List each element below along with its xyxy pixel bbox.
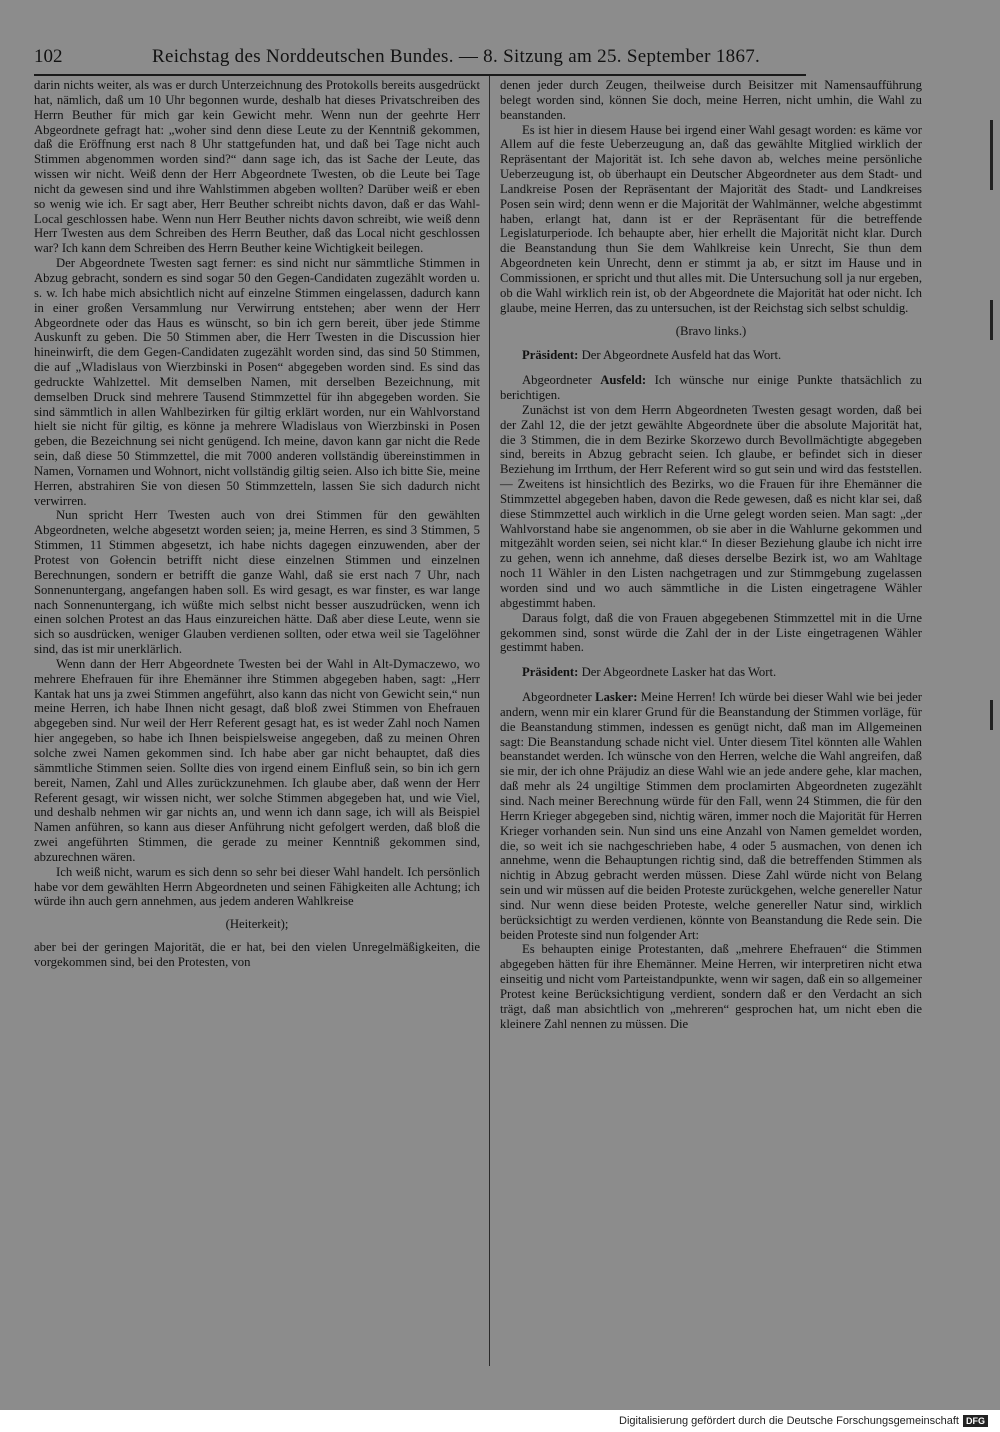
speaker-turn — [500, 665, 922, 680]
paragraph: Daraus folgt, daß die von Frauen abgegebenen Stimmzettel mit in die Urne gekommen sind, sonst würde die Zahl der in der Liste eingetragenen Wähler gestimmt haben. — [500, 610, 922, 655]
paragraph: Der Abgeordnete Twesten sagt ferner: es sind nicht nur sämmtliche Stimmen in Abzug gebracht, sondern es sind sogar 50 den Gegen-Candidaten zugezählt worden u. s. w. Ich habe mich absichtlich nicht auf einzelne Stimmen eingelassen, dadurch kann in einer großen Versammlung nur Verwirrung entstehen; aber wenn der Herr Abgeordnete oder das Haus es wünscht, so bin ich gern bereit, über jede Stimme Auskunft zu geben. Die 50 Stimmen aber, die Herr Twesten in die Discussion hier hineinwirft, die dem Gegen-Candidaten zugezählt worden sind, das sind 50 Stimmen, die auf „Wladislaus von Wierzbinski in Posen“ abgegeben worden sind. Es sind das gedruckte Wahlzettel. Mit demselben Namen, mit derselben Bezeichnung, mit demselben Druck sind mehrere Tausend Stimmzettel für ihn abgegeben worden. Sie sind sämmtlich in allen Wahlbezirken für giltig erklärt worden, nur ein Wahlvorstand hielt sie nicht für giltig, es könne ja mehrere Wladislaus von Wierzbinski in Posen geben, die Bezeichnung sei nicht genügend. Ich meine, davon kann gar nicht die Rede sein, daß diese 50 Stimmzettel, die mit 7000 anderen vollständig übereinstimmen in Namen, Vornamen und Wohnort, nicht vollständig giltig seien. Also ich bitte Sie, meine Herren, abstrahiren Sie von diesen 50 Stimmzetteln, lassen Sie sich dadurch nicht verwirren. — [34, 256, 480, 508]
scan-edge-mark — [990, 120, 993, 190]
right-column — [500, 78, 922, 1031]
page-header — [34, 46, 794, 72]
interjection: (Bravo links.) — [675, 323, 747, 338]
speech-text: Der Abgeordnete Ausfeld hat das Wort. — [578, 348, 782, 363]
paragraph: Ich weiß nicht, warum es sich denn so sehr bei dieser Wahl handelt. Ich persönlich habe vor dem gewählten Herrn Abgeordneten und seinen Fähigkeiten alle Achtung; ich würde ihn auch gern annehmen, aus jedem anderen Wahlkreise — [34, 864, 480, 909]
paragraph: Es behaupten einige Protestanten, daß „mehrere Ehefrauen“ die Stimmen abgegeben hätten für ihre Ehemänner. Meine Herren, wir interpretiren nicht etwa einseitig und nicht vom Parteistandpunkte, wenn wir sagen, daß ein so allgemeiner Protest keine Berücksichtigung verdient, sondern daß er den Verdacht an sich trägt, daß man absichtlich von „mehreren“ gesprochen hat, um nicht eben die kleinere Zahl nennen zu müssen. Die — [500, 942, 922, 1031]
left-column — [34, 78, 480, 970]
paragraph: Wenn dann der Herr Abgeordnete Twesten bei der Wahl in Alt-Dymaczewo, wo mehrere Ehefrauen für ihre Ehemänner ihre Stimmen abgegeben haben, sagt: „Herr Kantak hat uns ja zwei Stimmen angeführt, also kann das nicht von Gewicht sein,“ nun meine Herren, ich habe Ihnen nicht gesagt, daß bloß zwei Stimmen von Ehefrauen abgegeben sind. Nur weil der Herr Referent gesagt hat, es ist weder Zahl noch Namen hier angegeben, so habe ich Ihnen beispielsweise angegeben, daß zu meinen Ohren solche zwei Namen gekommen sind. Ich habe aber gar nicht behauptet, daß dies sämmtliche Stimmen seien. Sollte dies von irgend einem Einfluß sein, so bin ich gern bereit, Namen, Zahl und Alles zurückzunehmen. Ich glaube aber, daß wenn der Herr Referent gesagt, wir wissen nicht, wer solche Stimmen abgegeben hat, und wie Viel, und deshalb nehmen wir gar nichts an, und wenn ich dann sage, ich will als Beispiel Namen anführen, so kann aus dieser Anführung nicht gefolgert werden, daß bloß die zwei angeführten Stimmen, die gerade zu meiner Kenntniß gekommen sind, abzurechnen wären. — [34, 656, 480, 864]
interjection: (Heiterkeit); — [225, 917, 289, 932]
speaker-name: Präsident: — [522, 665, 579, 680]
speaker-turn — [500, 348, 922, 363]
paragraph: Zunächst ist von dem Herrn Abgeordneten Twesten gesagt worden, daß bei der Zahl 12, die der jetzt gewählte Abgeordnete über die absolute Majorität hat, die 3 Stimmen, die in dem Bezirke Skorzewo durch Bevollmächtigte abgegeben sind, bereits in Abzug gebracht seien. Ich glaube, er befindet sich in dieser Beziehung im Irrthum, der Herr Referent wird so gut sein und wird das feststellen. — Zweitens ist hinsichtlich des Bezirks, wo die Frauen für ihre Ehemänner die Stimmzettel abgegeben haben, davon die Rede gewesen, daß es nicht klar sei, daß diese Stimmzettel auch wirklich in die Urne gelegt worden seien. Man sagt: „der Wahlvorstand habe sie angenommen, ob sie aber in die Wahlurne gekommen und mitgezählt worden seien, sei nicht klar.“ In dieser Beziehung glaube ich nicht irre zu gehen, wenn ich annehme, daß dieses derselbe Bezirk ist, wo am Wahltage noch 11 Wähler in den Listen nachgetragen und zur Stimmgebung zugelassen worden sind und wo auch sämmtliche in die Listen eingetragene Wähler abgestimmt haben. — [500, 402, 922, 610]
speaker-prefix: Abgeordneter — [522, 373, 601, 388]
speech-text: Ich wünsche nur einige Punkte thatsächlich zu berichtigen. — [500, 373, 922, 403]
scan-edge-mark — [990, 700, 993, 730]
page-number: 102 — [34, 46, 63, 67]
paragraph: denen jeder durch Zeugen, theilweise durch Beisitzer mit Namensaufführung belegt worden sind, können Sie doch, meine Herren, nicht umhin, die Wahl zu beanstanden. — [500, 78, 922, 122]
speaker-turn — [500, 373, 922, 403]
paragraph: aber bei der geringen Majorität, die er hat, bei den vielen Unregelmäßigkeiten, die vorgekommen sind, bei den Protesten, von — [34, 940, 480, 969]
speaker-turn — [500, 690, 922, 942]
speaker-name: Lasker: — [595, 690, 638, 705]
page-footer — [619, 1412, 988, 1430]
header-rule — [34, 74, 806, 76]
column-divider — [489, 76, 490, 1366]
speaker-name: Präsident: — [522, 348, 579, 363]
paragraph: darin nichts weiter, als was er durch Unterzeichnung des Protokolls bereits ausgedrückt hat, nämlich, daß um 10 Uhr begonnen wurde, deshalb hat dieses Privatschreiben des Herrn Beuther für mich gar kein Gewicht mehr. Wenn nun der geehrte Herr Abgeordnete gefragt hat: „woher sind denn diese Leute zu der Kenntniß gekommen, daß die Eröffnung erst nach 8 Uhr stattgefunden hat, und daß bei Tage nicht auch Stimmen abgenommen worden sind?“ dann sage ich, das ist Sache der Leute, das wissen wir nicht. Weiß denn der Herr Abgeordnete Twesten, ob die Leute bei Tage nicht da gewesen sind und ihre Wahlstimmen abgeben wollten? Darüber weiß er eben so wenig wie ich. Er sagt aber, Herr Beuther schreibt nichts davon, daß er das Wahl-Local geschlossen habe. Wenn nun Herr Beuther nichts davon schreibt, wie weiß denn Herr Twesten aus dem Schreiben des Herrn Beuther, daß das Local nicht geschlossen war? Ich kann dem Schreiben des Herrn Beuther keine Wichtigkeit beilegen. — [34, 78, 480, 256]
paragraph: Nun spricht Herr Twesten auch von drei Stimmen für den gewählten Abgeordneten, welche abgesetzt worden seien; ja, meine Herren, es sind 3 Stimmen, 5 Stimmen, 11 Stimmen abgesetzt, ich habe nichts dagegen einzuwenden, aber der Protest von Gołencin betrifft nicht diese einzelnen Stimmen und einzelnen Berechnungen, sondern er betrifft die ganze Wahl, daß sie erst nach 7 Uhr, nach Sonnenuntergang, angefangen haben soll. Es wird gesagt, es war finster, es war lange nach Sonnenuntergang, ich wüßte mich selbst nicht besser auszudrücken, wenn ich einen solchen Protest an das Haus einzureichen hätte. Daß aber diese Leute, wenn sie sich so ausdrücken, weniger Glauben verdienen sollten, oder etwa weil sie Tagelöhner sind, das ist mir unerklärlich. — [34, 508, 480, 657]
speaker-prefix: Abgeordneter — [522, 690, 596, 705]
running-title: Reichstag des Norddeutschen Bundes. — 8. Sitzung am 25. September 1867. — [152, 46, 761, 67]
paragraph: Es ist hier in diesem Hause bei irgend einer Wahl gesagt worden: es käme vor Allem auf die feste Ueberzeugung an, daß das gewählte Mitglied wirklich der Repräsentant der Majorität ist. Ich sehe davon ab, welches meine persönliche Ueberzeugung ist, ob überhaupt ein Deutscher Abgeordneter aus dem Stadt- und Landkreise Posen der Repräsentant der Majorität des Stadt- und Landkreises Posen sein wird; denn wenn er die Majorität der Wahlmänner, welche abgestimmt haben, erlangt hat, dann ist er der Repräsentant für die betreffende Legislaturperiode. Ich behaupte aber, hier erhellt die Majorität nicht klar. Durch die Beanstandung thun Sie dem Wahlkreise kein Unrecht, Sie thun dem Abgeordneten kein Unrecht, denn er stimmt ja ab, er sitzt im Hause und in Commissionen, er spricht und thut alles mit. Die Untersuchung soll ja nur ergeben, ob die Wahl wirklich rein ist, ob der Abgeordnete die Majorität hat oder nicht. Ich glaube, meine Herren, das zu untersuchen, ist der Reichstag sich selbst schuldig. — [500, 122, 922, 315]
scan-edge-mark — [990, 300, 993, 340]
speech-text: Der Abgeordnete Lasker hat das Wort. — [578, 665, 777, 680]
digitization-credit: Digitalisierung gefördert durch die Deutsche Forschungsgemeinschaft — [619, 1415, 959, 1427]
dfg-logo: DFG — [963, 1415, 988, 1427]
speech-text: Meine Herren! Ich würde bei dieser Wahl wie bei jeder andern, wenn mir ein klarer Grund für die Beanstandung der Stimmen vorläge, für die Beanstandung stimmen, indessen es genügt nicht, daß man im Allgemeinen sagt: Die Beanstandung schade nicht viel. Unter diesem Titel könnten alle Wahlen beanstandet werden. Ich wünsche von den Herren, welche die Wahl angreifen, daß sie mir, der ich ohne Präjudiz an diese Wahl wie an jede andere gehe, klar machen, daß mehr als 24 ungiltige Stimmen dem proclamirten Abgeordneten zugezählt sind. Nach meiner Berechnung würde für den Fall, wenn 24 Stimmen, die für den Herrn Krieger abgegeben sind, nichtig wären, immer noch die Majorität für Herren Krieger vorhanden sein. Nun sind uns eine Anzahl von Namen gemeldet worden, die, so weit ich sie nachgeschrieben habe, 4 oder 5 ausmachen, von denen ich annehme, wenn die Behauptungen richtig sind, daß die betreffenden Stimmen als nichtig in Abzug gebracht werden müssen. Diese Zahl würde nicht von Belang sein und wir müssen auf die beiden Proteste zurückgehen, welche genereller Natur sind. Nur wenn diese beiden Proteste, welche genereller Natur sind, wirklich berücksichtigt zu werden verdienen, könnte von Beanstandung die Rede sein. Die beiden Proteste sind nun folgender Art: — [500, 690, 922, 942]
speaker-name: Ausfeld: — [600, 373, 647, 388]
